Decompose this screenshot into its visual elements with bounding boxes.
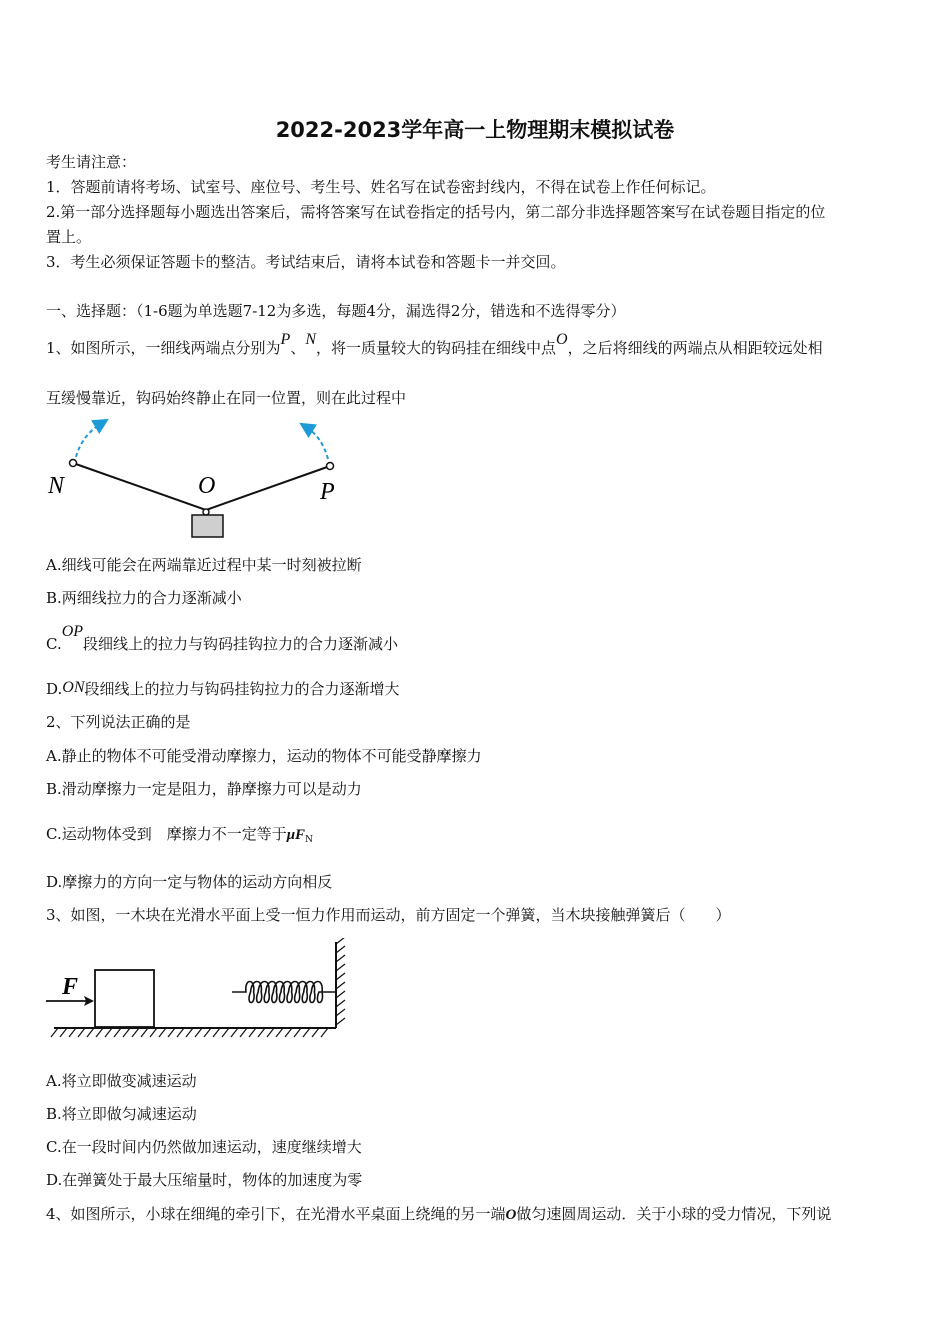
q1-stem-c: ，之后将细线的两端点从相距较远处相 <box>567 339 823 357</box>
notice-item-2-cont: 置上。 <box>46 228 92 246</box>
ground-hatch-mark <box>168 1028 175 1037</box>
wall-hatch-mark <box>336 938 345 944</box>
label-f: F <box>62 974 79 1000</box>
ground-hatch-mark <box>222 1028 229 1037</box>
end-point-n <box>70 460 77 467</box>
ground-hatch-mark <box>240 1028 247 1037</box>
wall-hatch <box>336 938 345 1025</box>
q3-option-a: A.将立即做变减速运动 <box>46 1072 197 1090</box>
q4-stem-a: 4、如图所示，小球在细绳的牵引下，在光滑水平桌面上绕绳的另一端 <box>46 1205 506 1223</box>
q3-option-d: D.在弹簧处于最大压缩量时，物体的加速度为零 <box>46 1171 363 1189</box>
q1-option-b: B.两细线拉力的合力逐渐减小 <box>46 589 242 607</box>
q1-option-c <box>46 623 399 655</box>
hook-weight <box>192 515 223 537</box>
spring-coil <box>232 982 336 1003</box>
ground-hatch-mark <box>249 1028 256 1037</box>
ground-hatch-mark <box>132 1028 139 1037</box>
ground-hatch-mark <box>114 1028 121 1037</box>
ground-hatch-mark <box>267 1028 274 1037</box>
section-heading: 一、选择题：（1-6题为单选题7-12为多选，每题4分，漏选得2分，错选和不选得零分） <box>46 302 626 320</box>
wall-hatch-mark <box>336 964 345 971</box>
spring <box>232 982 336 1003</box>
q4-var-o: O <box>505 1207 517 1223</box>
wall-hatch-mark <box>336 955 345 962</box>
label-n: N <box>48 473 65 499</box>
wall-hatch-mark <box>336 991 345 998</box>
q1-var-n: N <box>305 331 317 348</box>
ground-hatch-mark <box>78 1028 85 1037</box>
q2-option-a: A.静止的物体不可能受滑动摩擦力，运动的物体不可能受静摩擦力 <box>46 747 482 765</box>
end-point-p <box>327 463 334 470</box>
q1-figure <box>40 415 360 545</box>
ground-hatch-mark <box>105 1028 112 1037</box>
ground-hatch-mark <box>213 1028 220 1037</box>
ground-hatch-mark <box>231 1028 238 1037</box>
ground-hatch-mark <box>51 1028 58 1037</box>
ground-hatch-mark <box>87 1028 94 1037</box>
q2-option-c-text: C.运动物体受到 摩擦力不一定等于 <box>46 825 287 843</box>
q1-sep: 、 <box>290 339 306 357</box>
ground-hatch-mark <box>204 1028 211 1037</box>
q1-stem-line1 <box>46 331 823 359</box>
ground-hatch-mark <box>69 1028 76 1037</box>
q1-option-d <box>46 679 400 700</box>
ground-hatch-mark <box>159 1028 166 1037</box>
wall-hatch-mark <box>336 1000 345 1007</box>
q3-option-c: C.在一段时间内仍然做加速运动，速度继续增大 <box>46 1138 362 1156</box>
ground-hatch-mark <box>123 1028 130 1037</box>
notice-item-1: 1．答题前请将考场、试室号、座位号、考生号、姓名写在试卷密封线内，不得在试卷上作任何标记。 <box>46 178 716 196</box>
ground-hatch-mark <box>312 1028 319 1037</box>
ground-hatch-mark <box>186 1028 193 1037</box>
notice-item-3: 3．考生必须保证答题卡的整洁。考试结束后，请将本试卷和答题卡一并交回。 <box>46 253 566 271</box>
ground-hatch-mark <box>96 1028 103 1037</box>
q2-option-d: D.摩擦力的方向一定与物体的运动方向相反 <box>46 873 333 891</box>
wall-hatch-mark <box>336 1009 345 1016</box>
q1-option-d-prefix: D. <box>46 680 63 698</box>
q2-stem: 2、下列说法正确的是 <box>46 713 191 731</box>
q1-option-c-text: 段细线上的拉力与钩码挂钩拉力的合力逐渐减小 <box>83 635 399 653</box>
notice-item-2: 2.第一部分选择题每小题选出答案后，需将答案写在试卷指定的括号内，第二部分非选择题答案写在试卷题目指定的位 <box>46 203 826 221</box>
q2-option-c <box>46 824 313 847</box>
ground-hatch-mark <box>150 1028 157 1037</box>
ground-hatch-mark <box>141 1028 148 1037</box>
q2-option-c-formula: μF <box>286 827 306 843</box>
ground-hatch-mark <box>276 1028 283 1037</box>
q3-option-b: B.将立即做匀减速运动 <box>46 1105 197 1123</box>
label-p: P <box>320 479 335 505</box>
ground-hatch-mark <box>303 1028 310 1037</box>
page-title: 2022-2023学年高一上物理期末模拟试卷 <box>275 118 675 142</box>
wall-hatch-mark <box>336 973 345 980</box>
ground-hatch-mark <box>60 1028 67 1037</box>
wood-block <box>95 970 154 1027</box>
q3-figure <box>42 938 352 1046</box>
ground-hatch <box>51 1028 328 1037</box>
label-o: O <box>198 473 216 499</box>
q2-option-c-sub: N <box>305 835 313 845</box>
q1-var-o: O <box>556 331 568 348</box>
q2-option-b: B.滑动摩擦力一定是阻力，静摩擦力可以是动力 <box>46 780 362 798</box>
q4-stem-b: 做匀速圆周运动．关于小球的受力情况，下列说 <box>516 1205 832 1223</box>
string-right <box>206 466 330 510</box>
wall-hatch-mark <box>336 1018 345 1025</box>
q1-option-d-text: 段细线上的拉力与钩码挂钩拉力的合力逐渐增大 <box>84 680 400 698</box>
ground-hatch-mark <box>195 1028 202 1037</box>
ground-hatch-mark <box>321 1028 328 1037</box>
q1-stem-a: 1、如图所示，一细线两端点分别为 <box>46 339 281 357</box>
q1-stem-line2: 互缓慢靠近，钩码始终静止在同一位置，则在此过程中 <box>46 389 407 407</box>
left-motion-arrow <box>76 423 102 457</box>
hook-ring <box>203 509 209 515</box>
ground-hatch-mark <box>177 1028 184 1037</box>
q1-option-c-var: OP <box>61 623 84 640</box>
string-left <box>73 463 206 510</box>
ground-hatch-mark <box>285 1028 292 1037</box>
q1-stem-b: ，将一质量较大的钩码挂在细线中点 <box>316 339 557 357</box>
q4-stem <box>46 1204 831 1225</box>
notice-heading: 考生请注意： <box>46 153 137 171</box>
q1-var-p: P <box>280 331 291 348</box>
wall-hatch-mark <box>336 982 345 989</box>
q1-option-d-var: ON <box>62 679 85 696</box>
wall-hatch-mark <box>336 946 345 953</box>
q1-option-c-prefix: C. <box>46 635 62 653</box>
q1-option-a: A.细线可能会在两端靠近过程中某一时刻被拉断 <box>46 556 362 574</box>
ground-hatch-mark <box>258 1028 265 1037</box>
ground-hatch-mark <box>294 1028 301 1037</box>
q3-stem: 3、如图，一木块在光滑水平面上受一恒力作用而运动，前方固定一个弹簧，当木块接触弹簧后（ ） <box>46 906 731 924</box>
right-motion-arrow <box>306 427 328 459</box>
